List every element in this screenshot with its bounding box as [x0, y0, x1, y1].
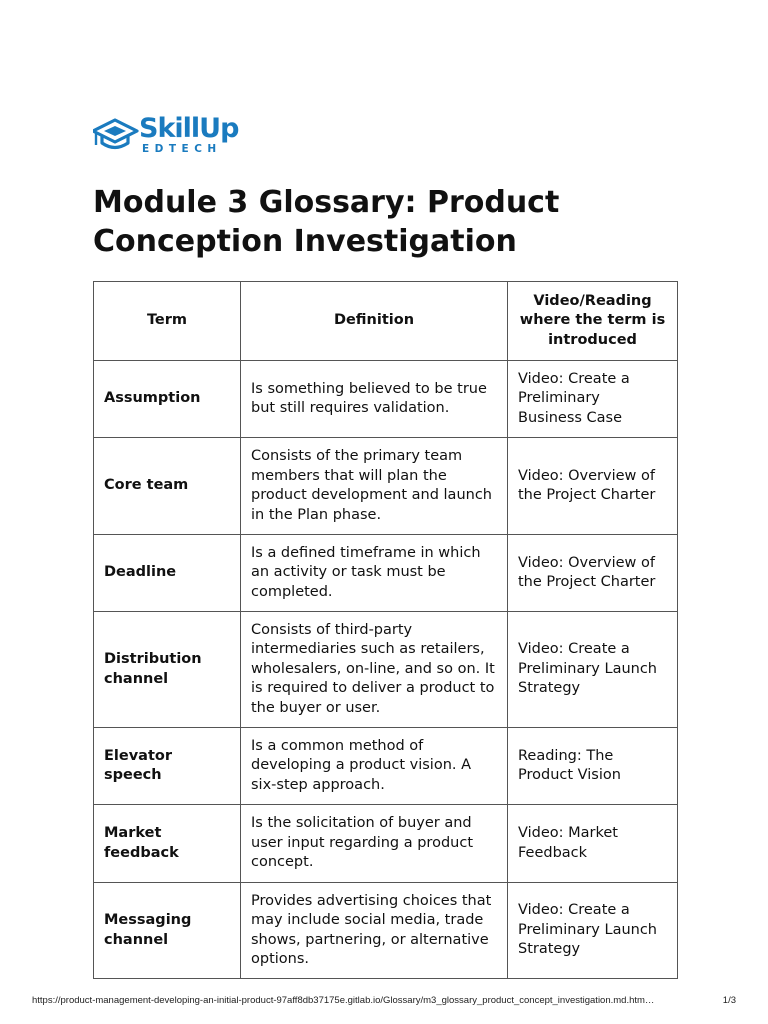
source-cell: Video: Create a Preliminary Business Case: [508, 361, 678, 438]
term-cell: Market feedback: [94, 805, 241, 883]
table-row: [94, 883, 678, 979]
table-row: [94, 728, 678, 805]
page-title: Module 3 Glossary: Product Conception Investigation: [93, 185, 560, 259]
definition-cell: Is a defined timeframe in which an activity or task must be completed.: [241, 535, 508, 612]
term-cell: Deadline: [94, 535, 241, 612]
print-footer-url: https://product-management-developing-an-initial-product-97aff8db37175e.gitlab.io/Glossary/m3_glossary_product_concept_investigation.md.htm…: [32, 995, 655, 1006]
source-cell: Video: Market Feedback: [508, 805, 678, 883]
definition-cell: Consists of the primary team members that will plan the product development and launch in the Plan phase.: [241, 438, 508, 535]
definition-cell: Is a common method of developing a product vision. A six-step approach.: [241, 728, 508, 805]
header-definition: Definition: [241, 282, 508, 361]
skillup-logo: [93, 113, 253, 156]
term-cell: Elevator speech: [94, 728, 241, 805]
definition-cell: Is the solicitation of buyer and user input regarding a product concept.: [241, 805, 508, 883]
definition-cell: Is something believed to be true but still requires validation.: [241, 361, 508, 438]
term-cell: Core team: [94, 438, 241, 535]
source-cell: Video: Create a Preliminary Launch Strategy: [508, 883, 678, 979]
source-cell: Video: Create a Preliminary Launch Strategy: [508, 612, 678, 728]
definition-cell: Consists of third-party intermediaries such as retailers, wholesalers, on-line, and so on. It is required to deliver a product to the buyer or user.: [241, 612, 508, 728]
table-row: [94, 805, 678, 883]
table-row: [94, 438, 678, 535]
page-number: 1/3: [722, 995, 736, 1006]
term-cell: Distribution channel: [94, 612, 241, 728]
term-cell: Messaging channel: [94, 883, 241, 979]
glossary-table: [93, 281, 678, 979]
table-row: [94, 612, 678, 728]
source-cell: Reading: The Product Vision: [508, 728, 678, 805]
logo-sub-text: EDTECH: [142, 143, 222, 155]
source-cell: Video: Overview of the Project Charter: [508, 535, 678, 612]
source-cell: Video: Overview of the Project Charter: [508, 438, 678, 535]
logo-brand-text: SkillUp: [139, 113, 239, 144]
table-row: [94, 535, 678, 612]
table-header-row: [94, 282, 678, 361]
definition-cell: Provides advertising choices that may include social media, trade shows, partnering, or alternative options.: [241, 883, 508, 979]
graduation-cap-icon: [93, 118, 139, 154]
header-source: Video/Reading where the term is introduced: [508, 282, 678, 361]
header-term: Term: [94, 282, 241, 361]
table-row: [94, 361, 678, 438]
term-cell: Assumption: [94, 361, 241, 438]
